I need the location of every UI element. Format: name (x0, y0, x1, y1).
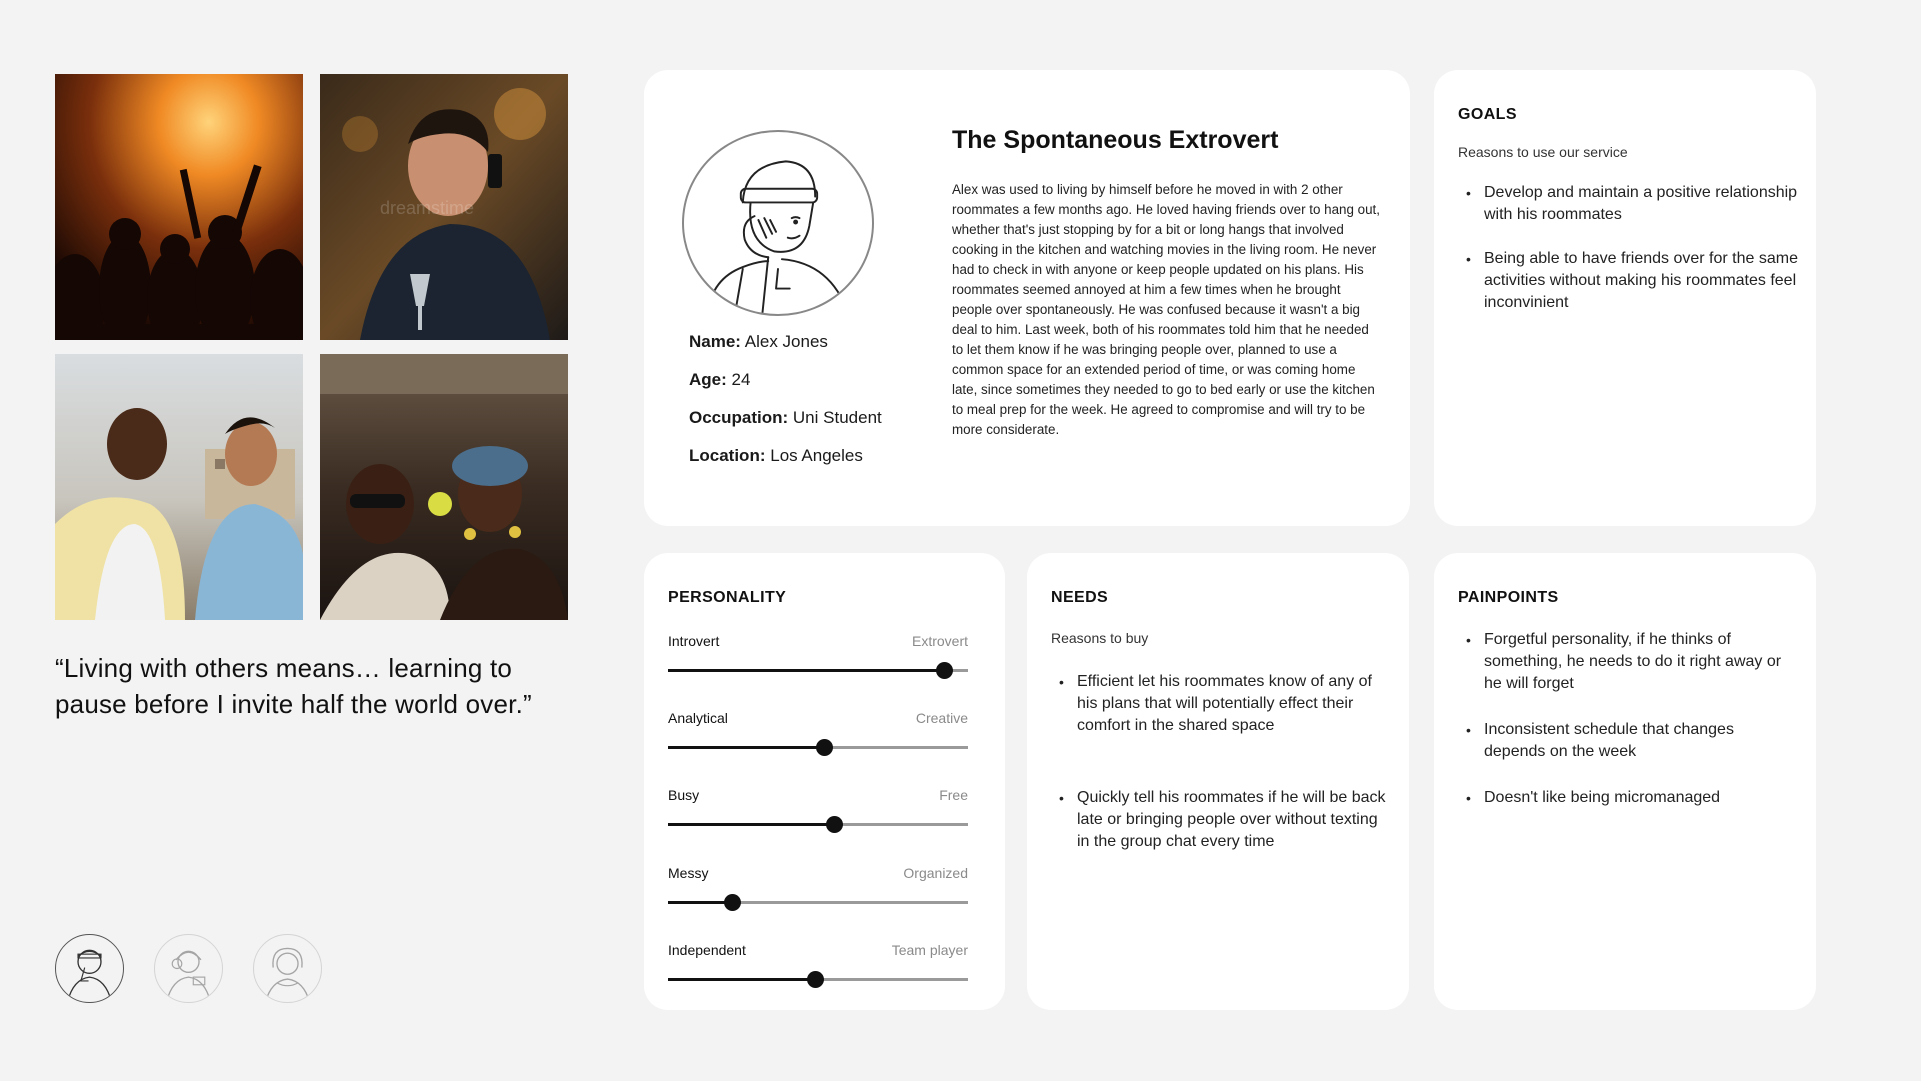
persona-quote: “Living with others means… learning to pause before I invite half the world over.” (55, 653, 532, 719)
trait-left-label: Independent (668, 942, 746, 958)
trait-left-label: Analytical (668, 710, 728, 726)
fact-occupation (689, 408, 882, 428)
list-item: • Doesn't like being micromanaged (1458, 787, 1798, 809)
fact-value: 24 (731, 370, 751, 389)
watermark-text: dreamstime (380, 198, 475, 218)
trait-left-label: Busy (668, 787, 700, 803)
profile-card (644, 70, 1410, 526)
slider-track[interactable] (668, 669, 968, 672)
persona-bio: Alex was used to living by himself before he moved in with 2 other roommates a few months ago. He loved having friends over to hang out, whether that's just stopping by for a bit or long hangs that involved cooking in the kitchen and watching movies in the living room. He never had to check in with anyone or keep people updated on his plans. His roommates seemed annoyed at him a few times when he brought people over spontaneously. He was confused because it wasn't a big deal to him. Last week, both of his roommates told him that he needed to let them know if he was bringing people over, planned to use a common space for an extended period of time, or was coming home late, since sometimes they needed to go to bed early or use the kitchen to meal prep for the week. He agreed to compromise and will try to be more considerate. (952, 182, 1380, 437)
persona-thumb-2[interactable] (154, 934, 223, 1003)
trait-slider-introvert-extrovert (668, 633, 968, 683)
fact-label: Age: (689, 370, 727, 389)
goals-subheading: Reasons to use our service (1458, 144, 1628, 160)
needs-card (1027, 553, 1409, 1010)
friends-laughing-photo (55, 354, 303, 620)
trait-right-label: Extrovert (911, 633, 968, 649)
list-item: • Quickly tell his roommates if he will be back late or bringing people over without texting in the group chat every time (1051, 787, 1391, 853)
needs-subheading: Reasons to buy (1051, 630, 1149, 646)
concert-photo (55, 74, 303, 340)
slider-track[interactable] (668, 746, 968, 749)
party-friends-photo (320, 354, 568, 620)
trait-slider-independent-team-player (668, 942, 968, 992)
goals-card (1434, 70, 1816, 526)
fact-location (689, 446, 882, 466)
trait-right-label: Creative (915, 710, 968, 726)
slider-fill (668, 746, 824, 749)
personality-card (644, 553, 1005, 1010)
painpoints-heading: PAINPOINTS (1458, 589, 1559, 606)
fact-label: Name: (689, 332, 741, 351)
slider-fill (668, 669, 944, 672)
personality-heading: PERSONALITY (668, 589, 787, 606)
slider-track[interactable] (668, 823, 968, 826)
goals-list (1458, 182, 1798, 336)
slider-fill (668, 823, 835, 826)
fact-label: Location: (689, 446, 766, 465)
list-item: • Efficient let his roommates know of any of his plans that will potentially effect their comfort in the shared space (1051, 671, 1391, 737)
needs-list (1051, 671, 1391, 903)
goals-heading: GOALS (1458, 106, 1517, 123)
trait-left-label: Messy (668, 865, 709, 881)
list-item: • Being able to have friends over for the same activities without making his roommates feel inconvinient (1458, 248, 1798, 314)
trait-slider-busy-free (668, 787, 968, 837)
persona-thumb-3[interactable] (253, 934, 322, 1003)
slider-fill (668, 901, 733, 904)
slider-fill (668, 978, 815, 981)
fact-age (689, 370, 882, 390)
trait-right-label: Organized (903, 865, 968, 881)
list-item: • Inconsistent schedule that changes depends on the week (1458, 719, 1798, 763)
trait-slider-analytical-creative (668, 710, 968, 760)
persona-facts (689, 332, 882, 484)
fact-name (689, 332, 882, 352)
slider-knob[interactable] (936, 662, 953, 679)
needs-heading: NEEDS (1051, 589, 1109, 606)
trait-left-label: Introvert (668, 633, 720, 649)
persona-thumb-1[interactable] (55, 934, 124, 1003)
slider-knob[interactable] (816, 739, 833, 756)
persona-title: The Spontaneous Extrovert (952, 126, 1279, 154)
phone-call-photo (320, 74, 568, 340)
fact-value: Los Angeles (770, 446, 863, 465)
slider-track[interactable] (668, 901, 968, 904)
slider-knob[interactable] (826, 816, 843, 833)
painpoints-card (1434, 553, 1816, 1010)
list-item: • Develop and maintain a positive relationship with his roommates (1458, 182, 1798, 226)
fact-value: Alex Jones (744, 332, 828, 351)
list-item: • Forgetful personality, if he thinks of something, he needs to do it right away or he will forget (1458, 629, 1798, 695)
painpoints-list (1458, 629, 1798, 833)
slider-knob[interactable] (724, 894, 741, 911)
persona-switcher (55, 934, 322, 1003)
trait-slider-messy-organized (668, 865, 968, 915)
slider-knob[interactable] (807, 971, 824, 988)
trait-right-label: Team player (891, 942, 968, 958)
slider-track[interactable] (668, 978, 968, 981)
fact-value: Uni Student (792, 408, 882, 427)
fact-label: Occupation: (689, 408, 789, 427)
persona-avatar (682, 130, 874, 316)
trait-right-label: Free (939, 787, 968, 803)
